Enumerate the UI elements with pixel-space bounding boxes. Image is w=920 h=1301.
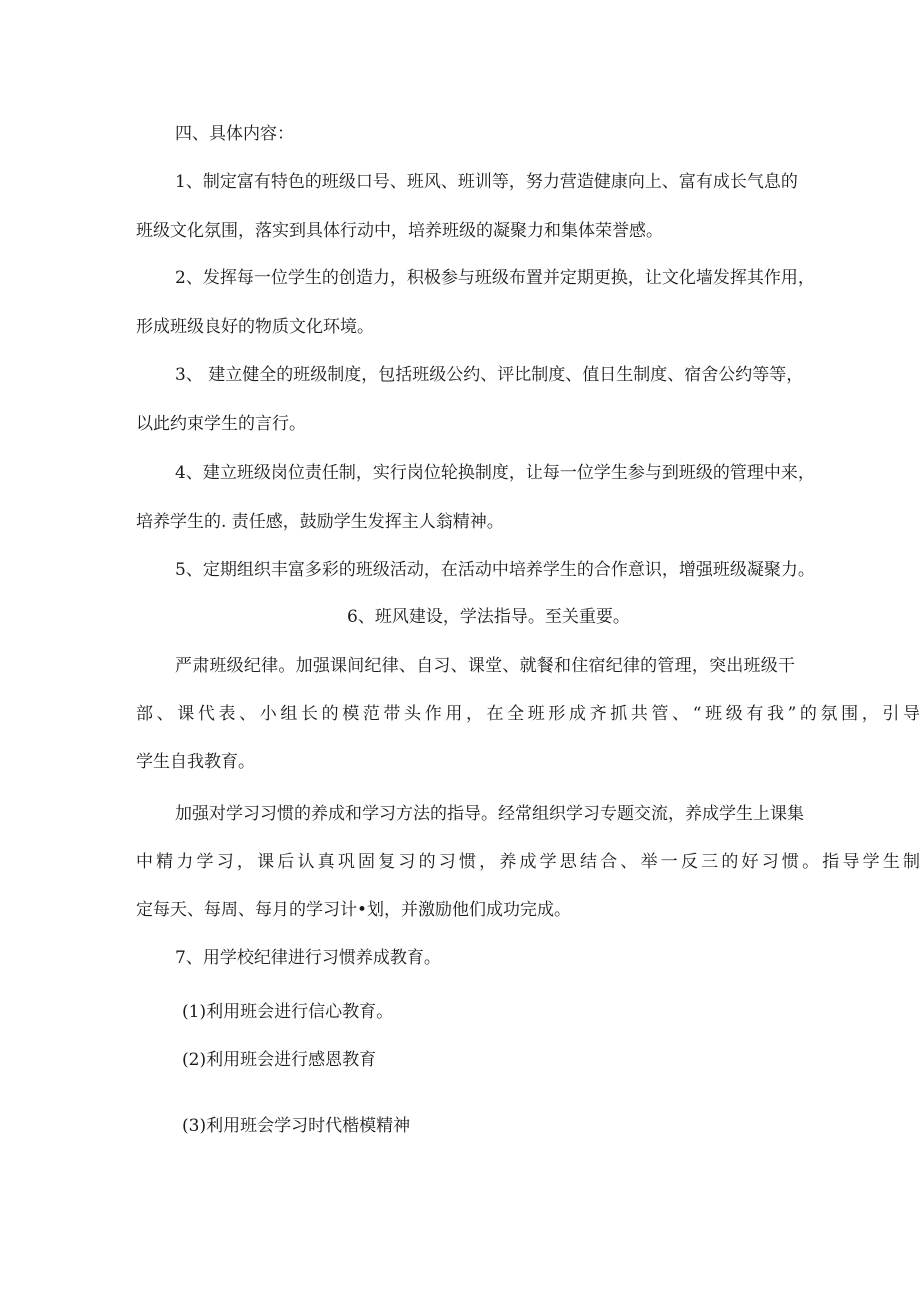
item-4-line-1: 4、建立班级岗位责任制，实行岗位轮换制度，让每一位学生参与到班级的管理中来，: [175, 463, 815, 483]
item-2-line-1: 2、发挥每一位学生的创造力，积极参与班级布置并定期更换，让文化墙发挥其作用，: [175, 268, 815, 288]
item-3-line-1: 3、 建立健全的班级制度，包括班级公约、评比制度、值日生制度、宿舍公约等等，: [175, 365, 804, 385]
study-line-3: 定每天、每周、每月的学习计•划，并激励他们成功完成。: [136, 900, 572, 920]
item-1-line-2: 班级文化氛围，落实到具体行动中，培养班级的凝聚力和集体荣誉感。: [136, 221, 663, 241]
item-5-line-1: 5、定期组织丰富多彩的班级活动，在活动中培养学生的合作意识，增强班级凝聚力。: [175, 560, 815, 580]
sub-item-1: (1)利用班会进行信心教育。: [182, 1002, 394, 1022]
section-title: 四、具体内容：: [175, 124, 294, 144]
item-7-heading: 7、用学校纪律进行习惯养成教育。: [175, 948, 441, 968]
discipline-line-1: 严肃班级纪律。加强课间纪律、自习、课堂、就餐和住宿纪律的管理，突出班级干: [175, 656, 795, 676]
item-1-line-1: 1、制定富有特色的班级口号、班风、班训等，努力营造健康向上、富有成长气息的: [175, 172, 798, 192]
sub-item-3: (3)利用班会学习时代楷模精神: [182, 1116, 411, 1136]
study-line-2: 中精力学习，课后认真巩固复习的习惯，养成学思结合、举一反三的好习惯。指导学生制: [136, 852, 920, 872]
item-6-heading: 6、班风建设，学法指导。至关重要。: [347, 607, 630, 627]
item-3-line-2: 以此约束学生的言行。: [136, 414, 306, 434]
item-2-line-2: 形成班级良好的物质文化环境。: [136, 317, 374, 337]
item-4-line-2: 培养学生的. 责任感，鼓励学生发挥主人翁精神。: [136, 512, 504, 532]
discipline-line-3: 学生自我教育。: [136, 752, 255, 772]
sub-item-2: (2)利用班会进行感恩教育: [182, 1050, 377, 1070]
study-line-1: 加强对学习习惯的养成和学习方法的指导。经常组织学习专题交流，养成学生上课集: [175, 804, 804, 824]
discipline-line-2: 部、课代表、小组长的模范带头作用，在全班形成齐抓共管、“班级有我”的氛围，引导: [136, 704, 920, 724]
